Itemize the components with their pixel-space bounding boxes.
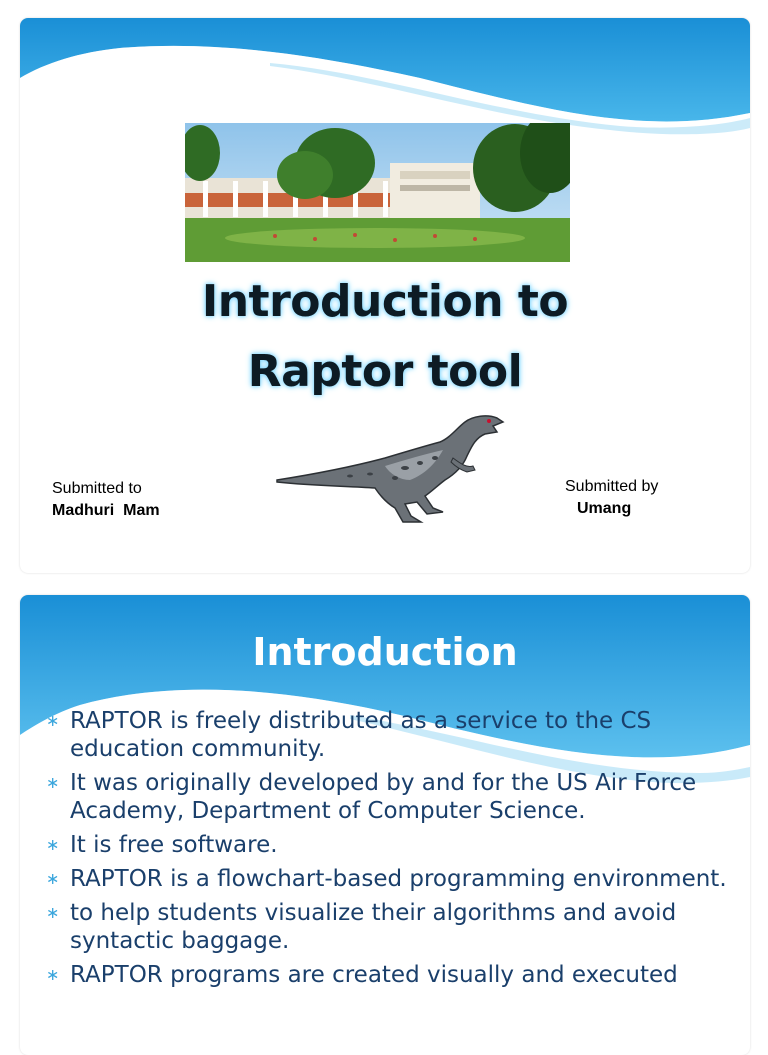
- submitted-by-block: [565, 476, 658, 520]
- submitted-to-name: Madhuri Mam: [52, 502, 160, 519]
- title-line-1: Introduction to: [201, 276, 569, 327]
- list-item: ∗ RAPTOR programs are created visually and executed: [46, 962, 678, 988]
- cover-slide: [20, 18, 750, 573]
- list-item: ∗ to help students visualize their algorithms and avoid syntactic baggage.: [46, 900, 677, 954]
- header-wave: [20, 18, 750, 138]
- bullet-icon: ∗: [46, 835, 60, 854]
- bullet-icon: ∗: [46, 903, 60, 922]
- title-line-2: Raptor tool: [247, 346, 523, 397]
- raptor-dinosaur-image: [275, 408, 510, 526]
- submitted-to-block: [52, 478, 160, 522]
- list-item: ∗ It was originally developed by and for the US Air Force Academy, Department of Computer Science.: [46, 770, 697, 824]
- slide-title: Introduction: [252, 630, 518, 674]
- bullet-list: [46, 707, 736, 995]
- list-item: ∗ RAPTOR is freely distributed as a service to the CS education community.: [46, 708, 652, 762]
- submitted-by-label: Submitted by: [565, 478, 659, 495]
- list-item: ∗ It is free software.: [46, 832, 278, 858]
- submitted-to-label: Submitted to: [52, 480, 142, 497]
- submitted-by-name: Umang: [577, 500, 632, 517]
- bullet-icon: ∗: [46, 773, 60, 792]
- campus-photo: [185, 123, 570, 262]
- intro-slide: [20, 595, 750, 1055]
- list-item: ∗ RAPTOR is a flowchart-based programming environment.: [46, 866, 727, 892]
- bullet-icon: ∗: [46, 711, 60, 730]
- bullet-icon: ∗: [46, 869, 60, 888]
- bullet-icon: ∗: [46, 965, 60, 984]
